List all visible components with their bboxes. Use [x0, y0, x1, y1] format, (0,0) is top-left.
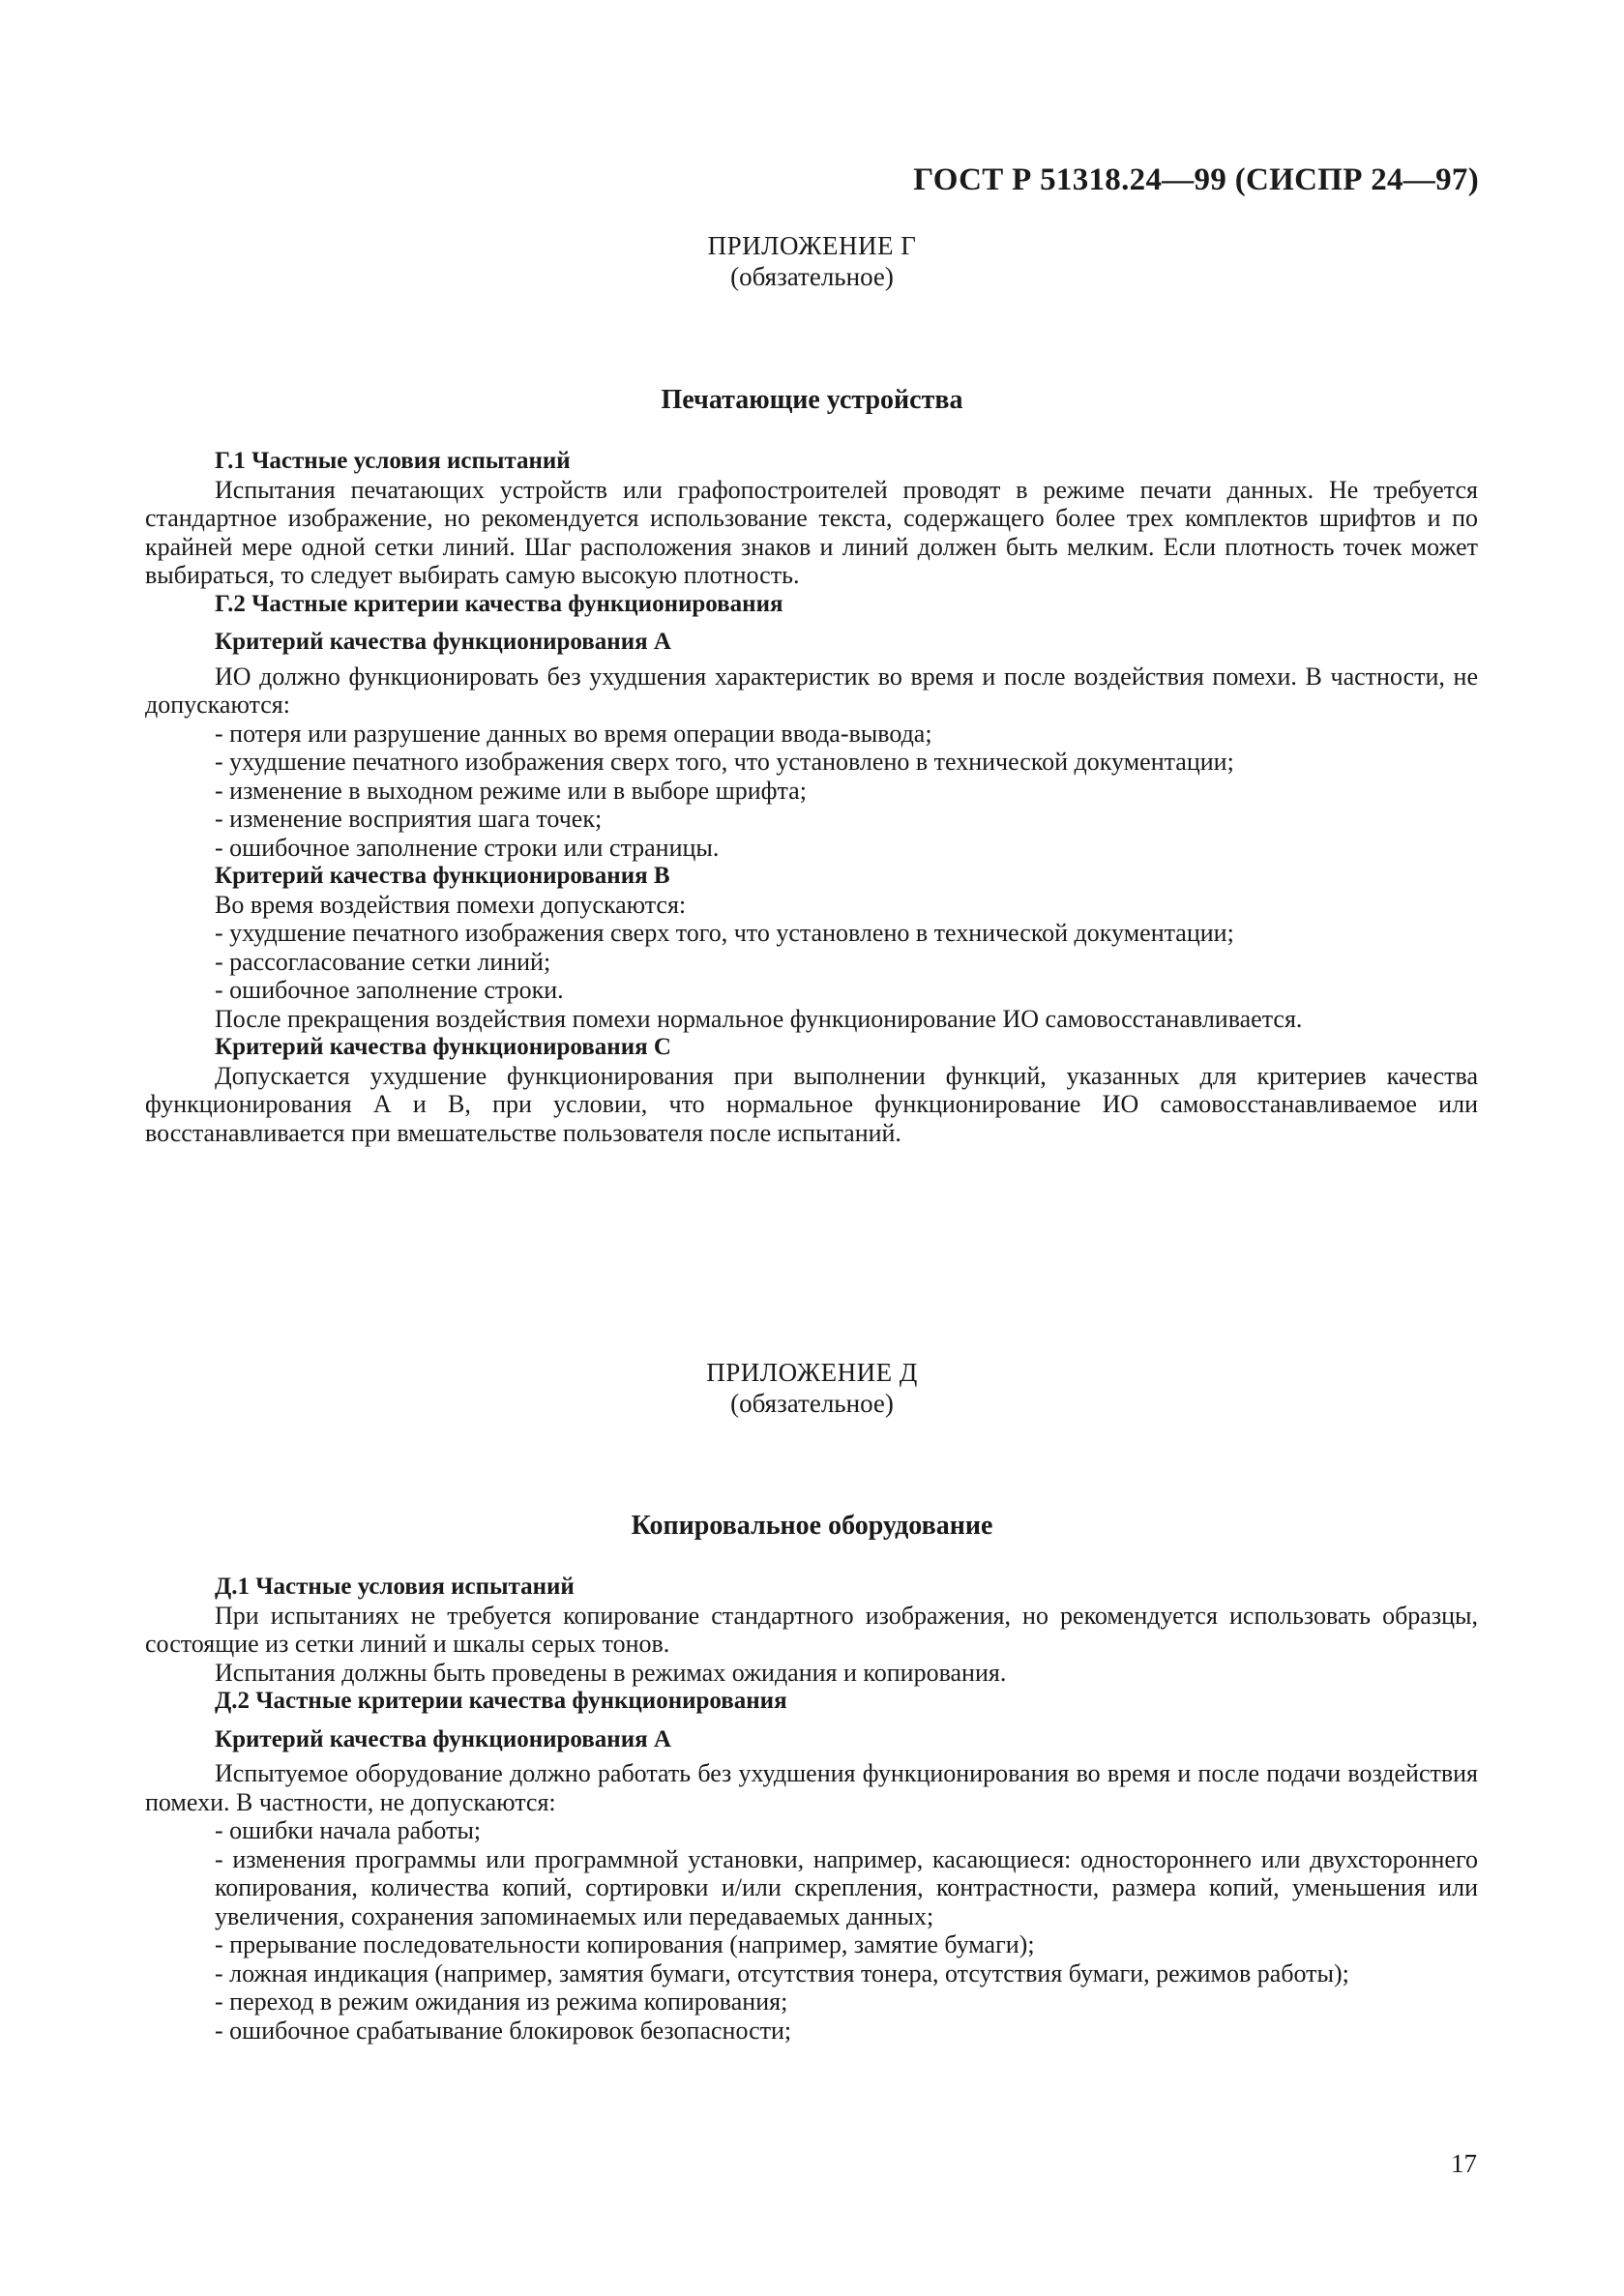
d1-text-1: При испытаниях не требуется копирование стандартного изображения, но рекомендуется использовать образцы, состоящие из сетки линий и шкалы серых тонов.	[145, 1601, 1478, 1658]
list-item: - прерывание последовательности копирования (например, замятие бумаги);	[215, 1930, 1478, 1959]
list-item: - изменение восприятия шага точек;	[215, 805, 1478, 834]
appendix-d-section-title: Копировальное оборудование	[631, 1511, 993, 1541]
g-crit-c-heading: Критерий качества функционирования С	[215, 1034, 671, 1060]
g2-heading: Г.2 Частные критерии качества функционирования	[215, 590, 783, 617]
d-crit-a-heading: Критерий качества функционирования А	[215, 1725, 671, 1752]
standard-header: ГОСТ Р 51318.24—99 (СИСПР 24—97)	[913, 162, 1479, 197]
g-crit-b-text: Во время воздействия помехи допускаются:	[215, 890, 687, 919]
g1-text: Испытания печатающих устройств или графопостроителей проводят в режиме печати данных. Не требуется стандартное изображение, но рекомендуется использование текста, содержащего более трех комплектов шрифтов и по крайней мере одной сетки линий. Шаг расположения знаков и линий должен быть мелким. Если плотность точек может выбираться, то следует выбирать самую высокую плотность.	[145, 475, 1478, 589]
list-item: - ухудшение печатного изображения сверх того, что установлено в технической документации;	[215, 919, 1478, 948]
g-crit-a-text: ИО должно функционировать без ухудшения характеристик во время и после воздействия помехи. В частности, не допускаются:	[145, 662, 1478, 719]
list-item: - ухудшение печатного изображения сверх того, что установлено в технической документации;	[215, 748, 1478, 777]
g-crit-b-heading: Критерий качества функционирования В	[215, 863, 670, 889]
appendix-d-title: ПРИЛОЖЕНИЕ Д	[706, 1358, 918, 1387]
appendix-g-status: (обязательное)	[730, 262, 894, 291]
list-item: - переход в режим ожидания из режима копирования;	[215, 1987, 1478, 2016]
g-crit-b-list	[145, 919, 1478, 1005]
g-crit-b-after: После прекращения воздействия помехи нормальное функционирование ИО самовосстанавливается.	[215, 1004, 1303, 1033]
g1-heading: Г.1 Частные условия испытаний	[215, 448, 571, 474]
list-item: - ложная индикация (например, замятия бумаги, отсутствия тонера, отсутствия бумаги, режимов работы);	[215, 1959, 1478, 1988]
list-item: - ошибочное заполнение строки или страницы.	[215, 834, 1478, 863]
list-item: - изменения программы или программной установки, например, касающиеся: одностороннего или двухстороннего копирования, количества копий, сортировки и/или скрепления, контрастности, размера копий, уменьшения или увеличения, сохранения запоминаемых или передаваемых данных;	[215, 1845, 1478, 1931]
d2-heading: Д.2 Частные критерии качества функционирования	[215, 1688, 787, 1714]
list-item: - потеря или разрушение данных во время операции ввода-вывода;	[215, 720, 1478, 749]
appendix-d-body	[145, 1573, 1478, 2045]
list-item: - ошибочное срабатывание блокировок безопасности;	[215, 2016, 1478, 2046]
d-crit-a-list	[145, 1816, 1478, 2045]
g-crit-a-heading: Критерий качества функционирования А	[215, 629, 671, 655]
d1-heading: Д.1 Частные условия испытаний	[215, 1574, 575, 1600]
appendix-d-status: (обязательное)	[730, 1389, 894, 1418]
d1-text-2: Испытания должны быть проведены в режимах ожидания и копирования.	[215, 1658, 1007, 1687]
appendix-g-section-title: Печатающие устройства	[661, 385, 963, 415]
list-item: - изменение в выходном режиме или в выборе шрифта;	[215, 777, 1478, 806]
g-crit-c-text: Допускается ухудшение функционирования при выполнении функций, указанных для критериев качества функционирования А и В, при условии, что нормальное функционирование ИО самовосстанавливаемое или восстанавливается при вмешательстве пользователя после испытаний.	[145, 1061, 1478, 1147]
appendix-g-title: ПРИЛОЖЕНИЕ Г	[707, 231, 917, 260]
appendix-g-body	[145, 447, 1478, 1147]
appendix-d-heading	[0, 1357, 1624, 1419]
page-number: 17	[1451, 2149, 1477, 2178]
d-crit-a-text: Испытуемое оборудование должно работать без ухудшения функционирования во время и после подачи воздействия помехи. В частности, не допускаются:	[145, 1759, 1478, 1816]
g-crit-a-list	[145, 720, 1478, 863]
list-item: - рассогласование сетки линий;	[215, 948, 1478, 977]
appendix-g-heading	[0, 230, 1624, 292]
list-item: - ошибки начала работы;	[215, 1816, 1478, 1845]
list-item: - ошибочное заполнение строки.	[215, 976, 1478, 1005]
